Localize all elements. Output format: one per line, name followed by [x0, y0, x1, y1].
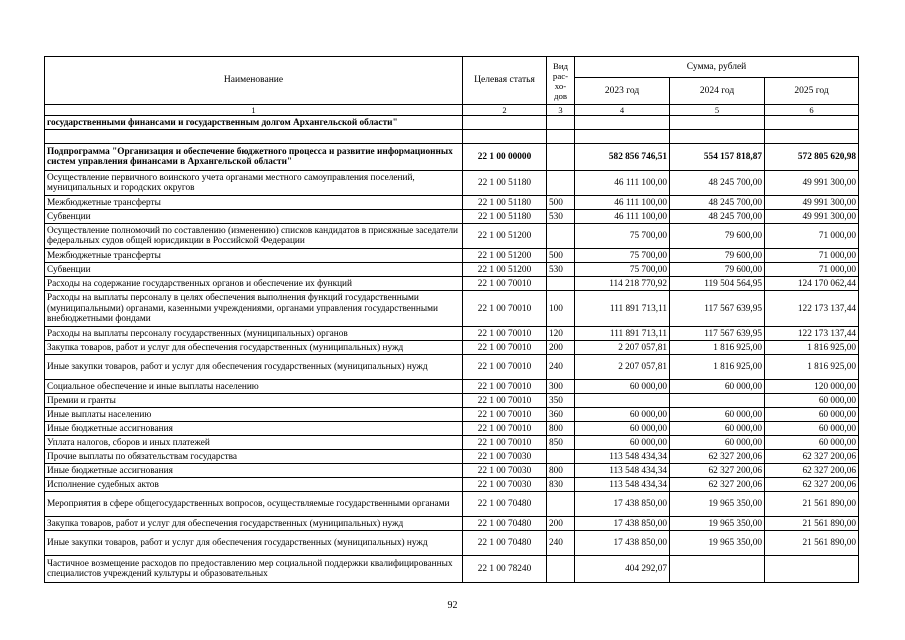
row-amount-2023: 17 438 850,00: [575, 492, 670, 517]
row-amount-2024: 48 245 700,00: [670, 171, 765, 196]
row-expense-type: [547, 171, 575, 196]
row-expense-type: [547, 277, 575, 291]
row-expense-type: 360: [547, 408, 575, 422]
table-row: [45, 380, 859, 394]
row-amount-2025: [765, 130, 859, 144]
row-target-article: 22 1 00 70010: [463, 291, 547, 327]
row-expense-type: 800: [547, 464, 575, 478]
row-name: Уплата налогов, сборов и иных платежей: [45, 436, 463, 450]
row-amount-2024: 1 816 925,00: [670, 355, 765, 380]
row-expense-type: 500: [547, 249, 575, 263]
row-amount-2023: 113 548 434,34: [575, 478, 670, 492]
row-target-article: 22 1 00 70010: [463, 380, 547, 394]
row-amount-2025: 1 816 925,00: [765, 355, 859, 380]
row-amount-2025: 49 991 300,00: [765, 171, 859, 196]
row-amount-2024: 117 567 639,95: [670, 327, 765, 341]
colnum: 5: [670, 105, 765, 116]
row-amount-2025: 21 561 890,00: [765, 517, 859, 531]
row-target-article: 22 1 00 70480: [463, 492, 547, 517]
row-amount-2023: 17 438 850,00: [575, 517, 670, 531]
row-name: Частичное возмещение расходов по предоставлению мер социальной поддержки квалифицированных специалистов учреждений культуры и образовательных: [45, 556, 463, 583]
row-name: Премии и гранты: [45, 394, 463, 408]
table-row: [45, 355, 859, 380]
row-target-article: 22 1 00 70030: [463, 464, 547, 478]
row-amount-2023: 60 000,00: [575, 436, 670, 450]
row-target-article: 22 1 00 51200: [463, 249, 547, 263]
row-amount-2025: [765, 116, 859, 130]
row-amount-2025: 60 000,00: [765, 422, 859, 436]
row-expense-type: 200: [547, 517, 575, 531]
row-expense-type: 120: [547, 327, 575, 341]
row-target-article: 22 1 00 70010: [463, 355, 547, 380]
row-expense-type: 500: [547, 196, 575, 210]
colnum: 4: [575, 105, 670, 116]
table-row: [45, 196, 859, 210]
row-target-article: 22 1 00 51180: [463, 171, 547, 196]
table-row: [45, 556, 859, 583]
row-amount-2025: 71 000,00: [765, 249, 859, 263]
row-amount-2023: [575, 394, 670, 408]
row-expense-type: [547, 144, 575, 171]
row-name: Иные бюджетные ассигнования: [45, 464, 463, 478]
row-amount-2024: 1 816 925,00: [670, 341, 765, 355]
row-target-article: 22 1 00 70010: [463, 277, 547, 291]
row-expense-type: 830: [547, 478, 575, 492]
row-amount-2024: 554 157 818,87: [670, 144, 765, 171]
row-amount-2024: 117 567 639,95: [670, 291, 765, 327]
table-row: [45, 464, 859, 478]
row-expense-type: [547, 492, 575, 517]
table-row: [45, 327, 859, 341]
row-amount-2025: 62 327 200,06: [765, 450, 859, 464]
column-number-row: [45, 105, 859, 116]
page-number: 92: [447, 600, 458, 611]
table-row: [45, 263, 859, 277]
table-row: [45, 531, 859, 556]
row-name: Закупка товаров, работ и услуг для обеспечения государственных (муниципальных) нужд: [45, 341, 463, 355]
row-amount-2024: 79 600,00: [670, 249, 765, 263]
row-name: Закупка товаров, работ и услуг для обеспечения государственных (муниципальных) нужд: [45, 517, 463, 531]
row-amount-2023: 113 548 434,34: [575, 450, 670, 464]
row-amount-2025: [765, 556, 859, 583]
row-expense-type: 240: [547, 531, 575, 556]
row-name: Субвенции: [45, 263, 463, 277]
row-amount-2023: 60 000,00: [575, 380, 670, 394]
budget-table: [44, 56, 859, 583]
row-expense-type: [547, 450, 575, 464]
row-target-article: 22 1 00 51180: [463, 210, 547, 224]
row-name: Иные закупки товаров, работ и услуг для обеспечения государственных (муниципальных) нужд: [45, 355, 463, 380]
row-amount-2023: 114 218 770,92: [575, 277, 670, 291]
row-amount-2023: 60 000,00: [575, 408, 670, 422]
row-amount-2025: 124 170 062,44: [765, 277, 859, 291]
colnum: 3: [547, 105, 575, 116]
row-name: Исполнение судебных актов: [45, 478, 463, 492]
table-row: [45, 517, 859, 531]
table-row: [45, 422, 859, 436]
row-amount-2024: [670, 130, 765, 144]
row-amount-2025: 60 000,00: [765, 408, 859, 422]
row-expense-type: 850: [547, 436, 575, 450]
row-target-article: 22 1 00 70030: [463, 450, 547, 464]
row-expense-type: 200: [547, 341, 575, 355]
row-target-article: 22 1 00 70010: [463, 422, 547, 436]
row-amount-2023: [575, 116, 670, 130]
row-name: Иные выплаты населению: [45, 408, 463, 422]
row-amount-2025: 122 173 137,44: [765, 327, 859, 341]
row-expense-type: [547, 224, 575, 249]
row-expense-type: 530: [547, 210, 575, 224]
table-row: [45, 144, 859, 171]
colnum: 1: [45, 105, 463, 116]
row-name: Осуществление полномочий по составлению (изменению) списков кандидатов в присяжные заседатели федеральных судов общей юрисдикции в Российской Федерации: [45, 224, 463, 249]
row-amount-2023: 2 207 057,81: [575, 355, 670, 380]
table-row: [45, 130, 859, 144]
row-target-article: [463, 116, 547, 130]
row-expense-type: 240: [547, 355, 575, 380]
table-row: [45, 408, 859, 422]
row-amount-2023: 46 111 100,00: [575, 196, 670, 210]
row-amount-2023: 111 891 713,11: [575, 327, 670, 341]
row-amount-2025: 49 991 300,00: [765, 196, 859, 210]
row-amount-2024: [670, 116, 765, 130]
header-vid: Вид рас- хо- дов: [547, 57, 575, 105]
header-year-2023: 2023 год: [575, 78, 670, 105]
table-row: [45, 436, 859, 450]
row-amount-2023: 75 700,00: [575, 224, 670, 249]
row-amount-2023: 2 207 057,81: [575, 341, 670, 355]
row-amount-2024: 60 000,00: [670, 422, 765, 436]
row-amount-2024: 119 504 564,95: [670, 277, 765, 291]
row-name: Иные закупки товаров, работ и услуг для обеспечения государственных (муниципальных) нужд: [45, 531, 463, 556]
row-amount-2025: 62 327 200,06: [765, 464, 859, 478]
row-target-article: 22 1 00 51200: [463, 263, 547, 277]
row-target-article: [463, 130, 547, 144]
row-amount-2025: 120 000,00: [765, 380, 859, 394]
row-amount-2024: 60 000,00: [670, 408, 765, 422]
row-target-article: 22 1 00 70010: [463, 327, 547, 341]
row-amount-2024: 19 965 350,00: [670, 517, 765, 531]
row-target-article: 22 1 00 70480: [463, 531, 547, 556]
row-name: Расходы на содержание государственных органов и обеспечение их функций: [45, 277, 463, 291]
row-target-article: 22 1 00 70010: [463, 394, 547, 408]
row-name: Осуществление первичного воинского учета органами местного самоуправления поселений, муниципальных и городских округов: [45, 171, 463, 196]
table-row: [45, 341, 859, 355]
table-row: [45, 171, 859, 196]
row-name: Субвенции: [45, 210, 463, 224]
row-name: Мероприятия в сфере общегосударственных вопросов, осуществляемые государственными органами: [45, 492, 463, 517]
row-amount-2025: 71 000,00: [765, 263, 859, 277]
row-target-article: 22 1 00 70010: [463, 341, 547, 355]
row-amount-2023: 404 292,07: [575, 556, 670, 583]
row-amount-2024: 19 965 350,00: [670, 492, 765, 517]
row-amount-2025: 21 561 890,00: [765, 492, 859, 517]
row-target-article: 22 1 00 51200: [463, 224, 547, 249]
row-amount-2024: 48 245 700,00: [670, 196, 765, 210]
row-name: Социальное обеспечение и иные выплаты населению: [45, 380, 463, 394]
row-name: государственными финансами и государственным долгом Архангельской области": [45, 116, 463, 130]
row-name: [45, 130, 463, 144]
row-amount-2025: 122 173 137,44: [765, 291, 859, 327]
row-amount-2023: 113 548 434,34: [575, 464, 670, 478]
row-amount-2024: 79 600,00: [670, 224, 765, 249]
row-name: Межбюджетные трансферты: [45, 196, 463, 210]
row-amount-2024: 62 327 200,06: [670, 450, 765, 464]
row-target-article: 22 1 00 78240: [463, 556, 547, 583]
row-expense-type: 100: [547, 291, 575, 327]
header-row: [45, 57, 859, 78]
row-expense-type: 300: [547, 380, 575, 394]
row-amount-2025: 62 327 200,06: [765, 478, 859, 492]
row-amount-2023: 46 111 100,00: [575, 171, 670, 196]
row-expense-type: [547, 556, 575, 583]
row-amount-2025: 60 000,00: [765, 436, 859, 450]
row-expense-type: 800: [547, 422, 575, 436]
row-amount-2023: 46 111 100,00: [575, 210, 670, 224]
row-amount-2025: 60 000,00: [765, 394, 859, 408]
row-expense-type: [547, 130, 575, 144]
row-target-article: 22 1 00 70030: [463, 478, 547, 492]
row-amount-2023: 75 700,00: [575, 263, 670, 277]
row-amount-2024: 62 327 200,06: [670, 478, 765, 492]
row-amount-2024: 48 245 700,00: [670, 210, 765, 224]
row-amount-2023: 17 438 850,00: [575, 531, 670, 556]
row-target-article: 22 1 00 00000: [463, 144, 547, 171]
table-row: [45, 249, 859, 263]
colnum: 6: [765, 105, 859, 116]
row-amount-2024: [670, 556, 765, 583]
row-target-article: 22 1 00 70010: [463, 436, 547, 450]
table-row: [45, 478, 859, 492]
row-amount-2024: 60 000,00: [670, 380, 765, 394]
header-sum: Сумма, рублей: [575, 57, 859, 78]
row-amount-2025: 21 561 890,00: [765, 531, 859, 556]
table-row: [45, 291, 859, 327]
row-amount-2025: 1 816 925,00: [765, 341, 859, 355]
table-row: [45, 277, 859, 291]
table-row: [45, 394, 859, 408]
row-amount-2024: 62 327 200,06: [670, 464, 765, 478]
row-amount-2025: 49 991 300,00: [765, 210, 859, 224]
row-amount-2023: [575, 130, 670, 144]
row-name: Межбюджетные трансферты: [45, 249, 463, 263]
colnum: 2: [463, 105, 547, 116]
row-amount-2025: 71 000,00: [765, 224, 859, 249]
header-name: Наименование: [45, 57, 463, 105]
row-amount-2024: 19 965 350,00: [670, 531, 765, 556]
header-year-2024: 2024 год: [670, 78, 765, 105]
row-name: Прочие выплаты по обязательствам государства: [45, 450, 463, 464]
header-year-2025: 2025 год: [765, 78, 859, 105]
row-amount-2025: 572 805 620,98: [765, 144, 859, 171]
row-expense-type: 530: [547, 263, 575, 277]
table-row: [45, 210, 859, 224]
row-amount-2023: 60 000,00: [575, 422, 670, 436]
row-amount-2023: 111 891 713,11: [575, 291, 670, 327]
row-expense-type: [547, 116, 575, 130]
table-row: [45, 116, 859, 130]
row-target-article: 22 1 00 51180: [463, 196, 547, 210]
row-name: Иные бюджетные ассигнования: [45, 422, 463, 436]
row-amount-2023: 582 856 746,51: [575, 144, 670, 171]
row-amount-2023: 75 700,00: [575, 249, 670, 263]
row-name: Расходы на выплаты персоналу государственных (муниципальных) органов: [45, 327, 463, 341]
row-target-article: 22 1 00 70010: [463, 408, 547, 422]
row-target-article: 22 1 00 70480: [463, 517, 547, 531]
table-row: [45, 492, 859, 517]
row-amount-2024: 60 000,00: [670, 436, 765, 450]
row-expense-type: 350: [547, 394, 575, 408]
row-name: Подпрограмма "Организация и обеспечение бюджетного процесса и развитие информационных систем управления финансами в Архангельской области": [45, 144, 463, 171]
table-row: [45, 450, 859, 464]
row-amount-2024: [670, 394, 765, 408]
row-amount-2024: 79 600,00: [670, 263, 765, 277]
row-name: Расходы на выплаты персоналу в целях обеспечения выполнения функций государственными (муниципальными) органами, казенными учреждениями, органами управления государственными внебюджетными фондами: [45, 291, 463, 327]
table-row: [45, 224, 859, 249]
header-article: Целевая статья: [463, 57, 547, 105]
